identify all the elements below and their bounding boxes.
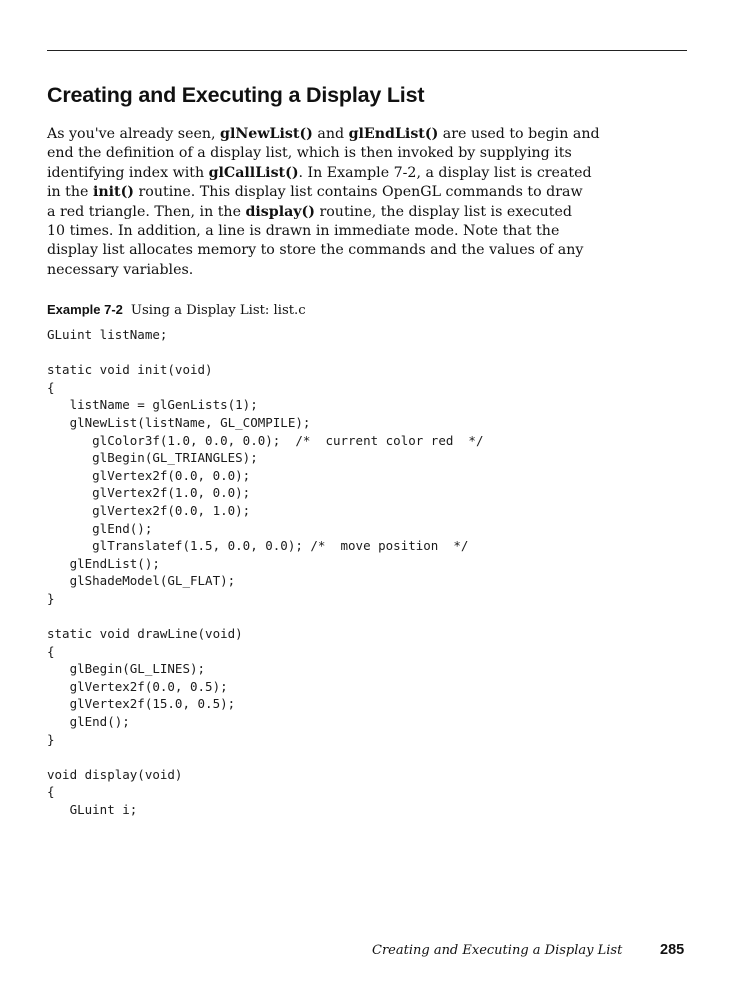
code-line: [47, 608, 484, 626]
example-caption-text: Using a Display List: list.c: [130, 303, 306, 318]
function-name: init(): [92, 184, 135, 201]
code-line: glBegin(GL_TRIANGLES);: [47, 450, 258, 466]
text-run: display list allocates memory to store the commands and the values of any: [47, 242, 584, 259]
page-number: 285: [660, 942, 685, 958]
code-line: {: [47, 379, 55, 395]
header-rule: [47, 50, 687, 51]
text-run: routine. This display list contains OpenGL commands to draw: [134, 184, 583, 201]
code-line: glTranslatef(1.5, 0.0, 0.0); /* move position */: [47, 538, 469, 554]
code-line: static void drawLine(void): [47, 626, 243, 642]
code-line: glShadeModel(GL_FLAT);: [47, 573, 236, 589]
text-run: and: [312, 126, 349, 142]
code-line: glVertex2f(0.0, 0.0);: [47, 467, 251, 483]
section-title: Creating and Executing a Display List: [47, 83, 425, 107]
text-run: a red triangle. Then, in the: [47, 203, 246, 220]
code-line: glVertex2f(15.0, 0.5);: [47, 696, 236, 712]
function-name: glNewList(): [220, 126, 313, 142]
code-line: GLuint listName;: [47, 327, 168, 342]
text-run: . In Example 7-2, a display list is created: [298, 164, 592, 181]
body-paragraph: [47, 125, 617, 280]
paragraph-line: [47, 241, 617, 260]
code-line: [47, 748, 484, 766]
paragraph-line: [47, 261, 617, 280]
code-line: void display(void): [47, 766, 183, 782]
text-run: identifying index with: [47, 164, 209, 181]
code-line: }: [47, 731, 55, 747]
code-line: {: [47, 784, 55, 800]
function-name: display(): [245, 203, 315, 220]
code-line: glEndList();: [47, 555, 160, 571]
code-line: static void init(void): [47, 362, 213, 378]
code-line: glVertex2f(0.0, 0.5);: [47, 678, 228, 694]
text-run: end the definition of a display list, which is then invoked by supplying its: [47, 145, 572, 162]
code-line: glVertex2f(1.0, 0.0);: [47, 485, 251, 501]
text-run: are used to begin and: [438, 126, 600, 142]
example-label: Example 7-2: [47, 302, 123, 317]
paragraph-line: [47, 222, 617, 241]
code-line: glEnd();: [47, 714, 130, 730]
running-footer-title: Creating and Executing a Display List: [372, 943, 623, 958]
code-line: [47, 344, 484, 362]
text-run: 10 times. In addition, a line is drawn in immediate mode. Note that the: [47, 223, 560, 240]
paragraph-line: [47, 164, 617, 183]
code-line: GLuint i;: [47, 802, 138, 818]
code-line: {: [47, 643, 55, 659]
paragraph-line: [47, 183, 617, 202]
text-run: necessary variables.: [47, 261, 194, 278]
paragraph-line: [47, 125, 617, 144]
code-line: glVertex2f(0.0, 1.0);: [47, 502, 251, 518]
function-name: glCallList(): [208, 164, 299, 181]
paragraph-line: [47, 203, 617, 222]
code-line: glColor3f(1.0, 0.0, 0.0); /* current color red */: [47, 432, 484, 448]
code-line: glBegin(GL_LINES);: [47, 661, 206, 677]
code-line: }: [47, 590, 55, 606]
paragraph-line: [47, 144, 617, 163]
code-line: glNewList(listName, GL_COMPILE);: [47, 414, 311, 430]
example-caption: [47, 301, 306, 319]
text-run: in the: [47, 184, 93, 201]
code-listing: [47, 326, 484, 819]
text-run: As you've already seen,: [47, 126, 221, 142]
code-line: listName = glGenLists(1);: [47, 397, 258, 413]
text-run: routine, the display list is executed: [314, 203, 572, 220]
function-name: glEndList(): [348, 126, 439, 142]
code-line: glEnd();: [47, 520, 153, 536]
